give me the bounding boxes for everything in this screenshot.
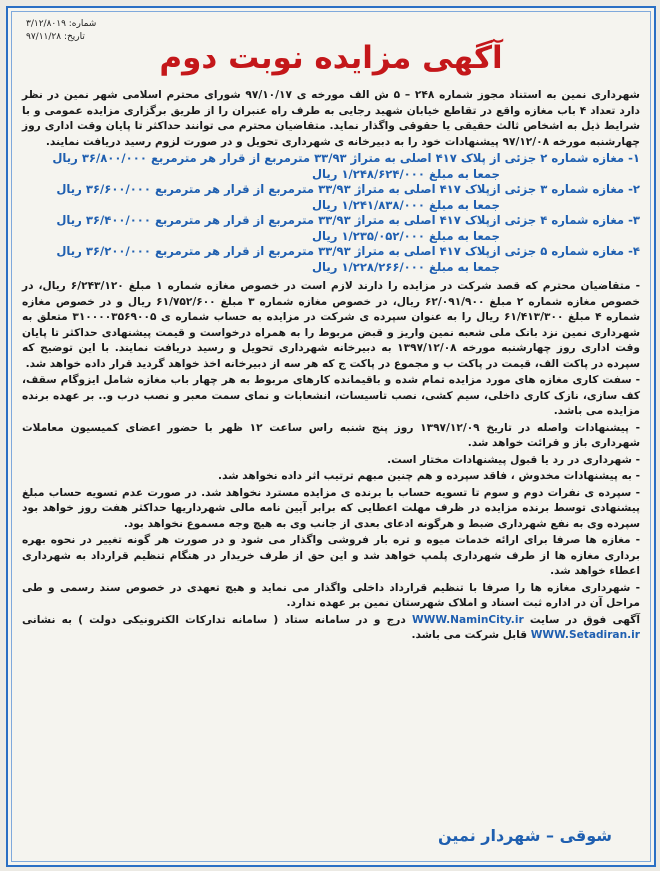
- shop-item-total: جمعا به مبلغ ۱/۲۲۸/۲۶۶/۰۰۰ ریال: [311, 259, 500, 274]
- shop-item-description: ۱- مغازه شماره ۲ جزئی از پلاک ۴۱۷ اصلی به متراژ ۳۳/۹۳ مترمربع از قرار هر مترمربع ۳۶/۸۰۰/۰۰۰ ریال: [52, 151, 640, 165]
- condition-reject-right: - شهرداری در رد یا قبول پیشنهادات مختار است.: [387, 453, 640, 466]
- footer-mid: درج و در سامانه ستاد ( سامانه تدارکات الکترونیکی دولت ) به نشانی: [22, 613, 412, 626]
- condition-invalid-bids: - به پیشنهادات مخدوش ، فاقد سپرده و هم چنین مبهم ترتیب اثر داده نخواهد شد.: [218, 470, 640, 482]
- shop-item-total: جمعا به مبلغ ۱/۲۴۸/۶۲۴/۰۰۰ ریال: [311, 166, 500, 181]
- shop-item: [22, 244, 640, 275]
- condition-deposit: - متقاضیان محترم که قصد شرکت در مزایده را دارند لازم است در خصوص مغازه شماره ۱ مبلغ ۶/۲۴۳/۱۲۰ ریال، در خصوص مغازه شماره ۲ مبلغ ۶۲/۰۹۱/۹۰۰ ریال، در خصوص مغازه شماره ۳ مبلغ ۶۱/۷۵۲/۶۰۰ ریال و در خصوص مغازه شماره ۴ مبلغ ۶۱/۴۱۳/۳۰۰ ریال را به عنوان سپرده ی شرکت در مزایده به حساب شماره ی ۳۱۰۰۰۰۳۵۶۹۰۰۵ متعلق به شهرداری نمین نزد بانک ملی شعبه نمین واریز و قبض مربوط را به همراه درخواست و قیمت پیشنهادی حداکثر تا پایان وقت اداری روز چهارشنبه مورخه ۱۳۹۷/۱۲/۰۸ به دبیرخانه شهرداری تحویل و رسید دریافت نمایند. با این توضیح که سپرده در پاکت الف، قیمت در پاکت ب و مجموع در پاکت ج که هر سه از دبیرخانه اخذ خواهد گردید قرار داده خواهد شد.: [22, 280, 641, 370]
- reference-block: [26, 18, 96, 44]
- reference-number: شماره: ۳/۱۲/۸۰۱۹: [26, 19, 97, 29]
- notice-document: [22, 18, 640, 855]
- shop-item: [22, 151, 640, 182]
- shop-item: [22, 213, 640, 244]
- condition-contract: - شهرداری مغازه ها را صرفا با تنظیم قرارداد داخلی واگذار می نماید و هیچ تعهدی در خصوص سند رسمی و طی مراحل آن در اداره ثبت اسناد و املاک شهرستان نمین بر عهده ندارد.: [22, 581, 640, 609]
- reference-date: تاریخ: ۹۷/۱۱/۲۸: [26, 32, 85, 42]
- shop-item-total: جمعا به مبلغ ۱/۲۴۱/۸۳۸/۰۰۰ ریال: [311, 197, 500, 212]
- setadiran-link[interactable]: WWW.Setadiran.ir: [530, 629, 640, 641]
- footer-paragraph: [22, 613, 640, 644]
- organization-name: شهرداری نمین: [561, 89, 640, 101]
- condition-construction: - سفت کاری مغازه های مورد مزایده تمام شده و باقیمانده کارهای مربوط به هر چهار باب مغازه شامل ایزوگام سقف، کف سازی، نازک کاری داخلی، سیم کشی، نصب تاسیسات، انشعابات و نمای سمت معبر و نصب درب و.. بر عهده برنده مزایده می باشد.: [22, 374, 640, 417]
- condition-usage: - مغازه ها صرفا برای ارائه خدمات میوه و تره بار فروشی واگذار می شود و در صورت هر گونه تغییر در نحوه بهره برداری مغازه ها از طرف شهرداری پلمپ خواهد شد و این حق از طرف خریدار در هنگام تنظیم قرارداد به شهرداری اعطاء خواهد شد.: [22, 534, 640, 577]
- footer-pre: آگهی فوق در سایت: [523, 613, 640, 626]
- intro-text: به استناد مجوز شماره ۲۴۸ – ۵ ش الف مورخه ی ۹۷/۱۰/۱۷ شورای محترم اسلامی شهر نمین در نظر دارد تعداد ۴ باب مغازه واقع در تقاطع خیابان شهید رجایی به طرف راه عنبران را از طریق برگزاری مزایده عمومی و با شرایط ذیل به اشخاص ثالث حقیقی یا حقوقی واگذار نماید. متقاضیان محترم می توانند حداکثر تا پایان وقت اداری روز چهارشنبه مورخه ۹۷/۱۲/۰۸ پیشنهادات خود را به دبیرخانه ی شهرداری تحویل و در صورت لزوم رسید دریافت نمایند.: [22, 89, 640, 148]
- footer-post: قابل شرکت می باشد.: [411, 629, 531, 641]
- shop-item: [22, 182, 640, 213]
- shop-item-description: ۴- مغازه شماره ۵ جزئی ازپلاک ۴۱۷ اصلی به متراژ ۳۳/۹۳ مترمربع از قرار هر مترمربع ۳۶/۲۰۰/۰۰۰ ریال: [56, 244, 640, 258]
- shop-item-description: ۲- مغازه شماره ۳ جزئی ازپلاک ۴۱۷ اصلی به متراژ ۳۳/۹۳ مترمربع از قرار هر مترمربع ۳۶/۶۰۰/۰۰۰ ریال: [56, 182, 640, 196]
- shop-item-total: جمعا به مبلغ ۱/۲۳۵/۰۵۲/۰۰۰ ریال: [311, 228, 500, 243]
- shop-item-description: ۳- مغازه شماره ۴ جزئی ازپلاک ۴۱۷ اصلی به متراژ ۳۳/۹۳ مترمربع از قرار هر مترمربع ۳۶/۴۰۰/۰۰۰ ریال: [56, 213, 640, 227]
- namincity-link[interactable]: WWW.NaminCity.ir: [411, 613, 524, 626]
- intro-paragraph: [22, 88, 640, 150]
- condition-opening: - پیشنهادات واصله در تاریخ ۱۳۹۷/۱۲/۰۹ روز پنج شنبه راس ساعت ۱۲ ظهر با حضور اعضای کمیسیون معاملات شهرداری باز و قرائت خواهد شد.: [22, 421, 640, 449]
- notice-title: آگهی مزایده نوبت دوم: [159, 40, 503, 76]
- shop-list: [22, 151, 640, 275]
- notice-frame: [6, 6, 656, 867]
- condition-deposit-return: - سپرده ی نفرات دوم و سوم تا تسویه حساب با برنده ی مزایده مسترد نخواهد شد. در صورت عدم تسویه حساب مبلغ پیشنهادی توسط برنده مزایده در ظرف مهلت اعطایی که برابر آیین نامه مالی شهرداریها حداکثر هفت روز خواهد بود سپرده وی به نفع شهرداری ضبط و هرگونه ادعای بعدی از جانب وی به هیچ وجه مسموع نخواهد بود.: [22, 486, 640, 530]
- signature: شوقی – شهردار نمین: [438, 826, 612, 845]
